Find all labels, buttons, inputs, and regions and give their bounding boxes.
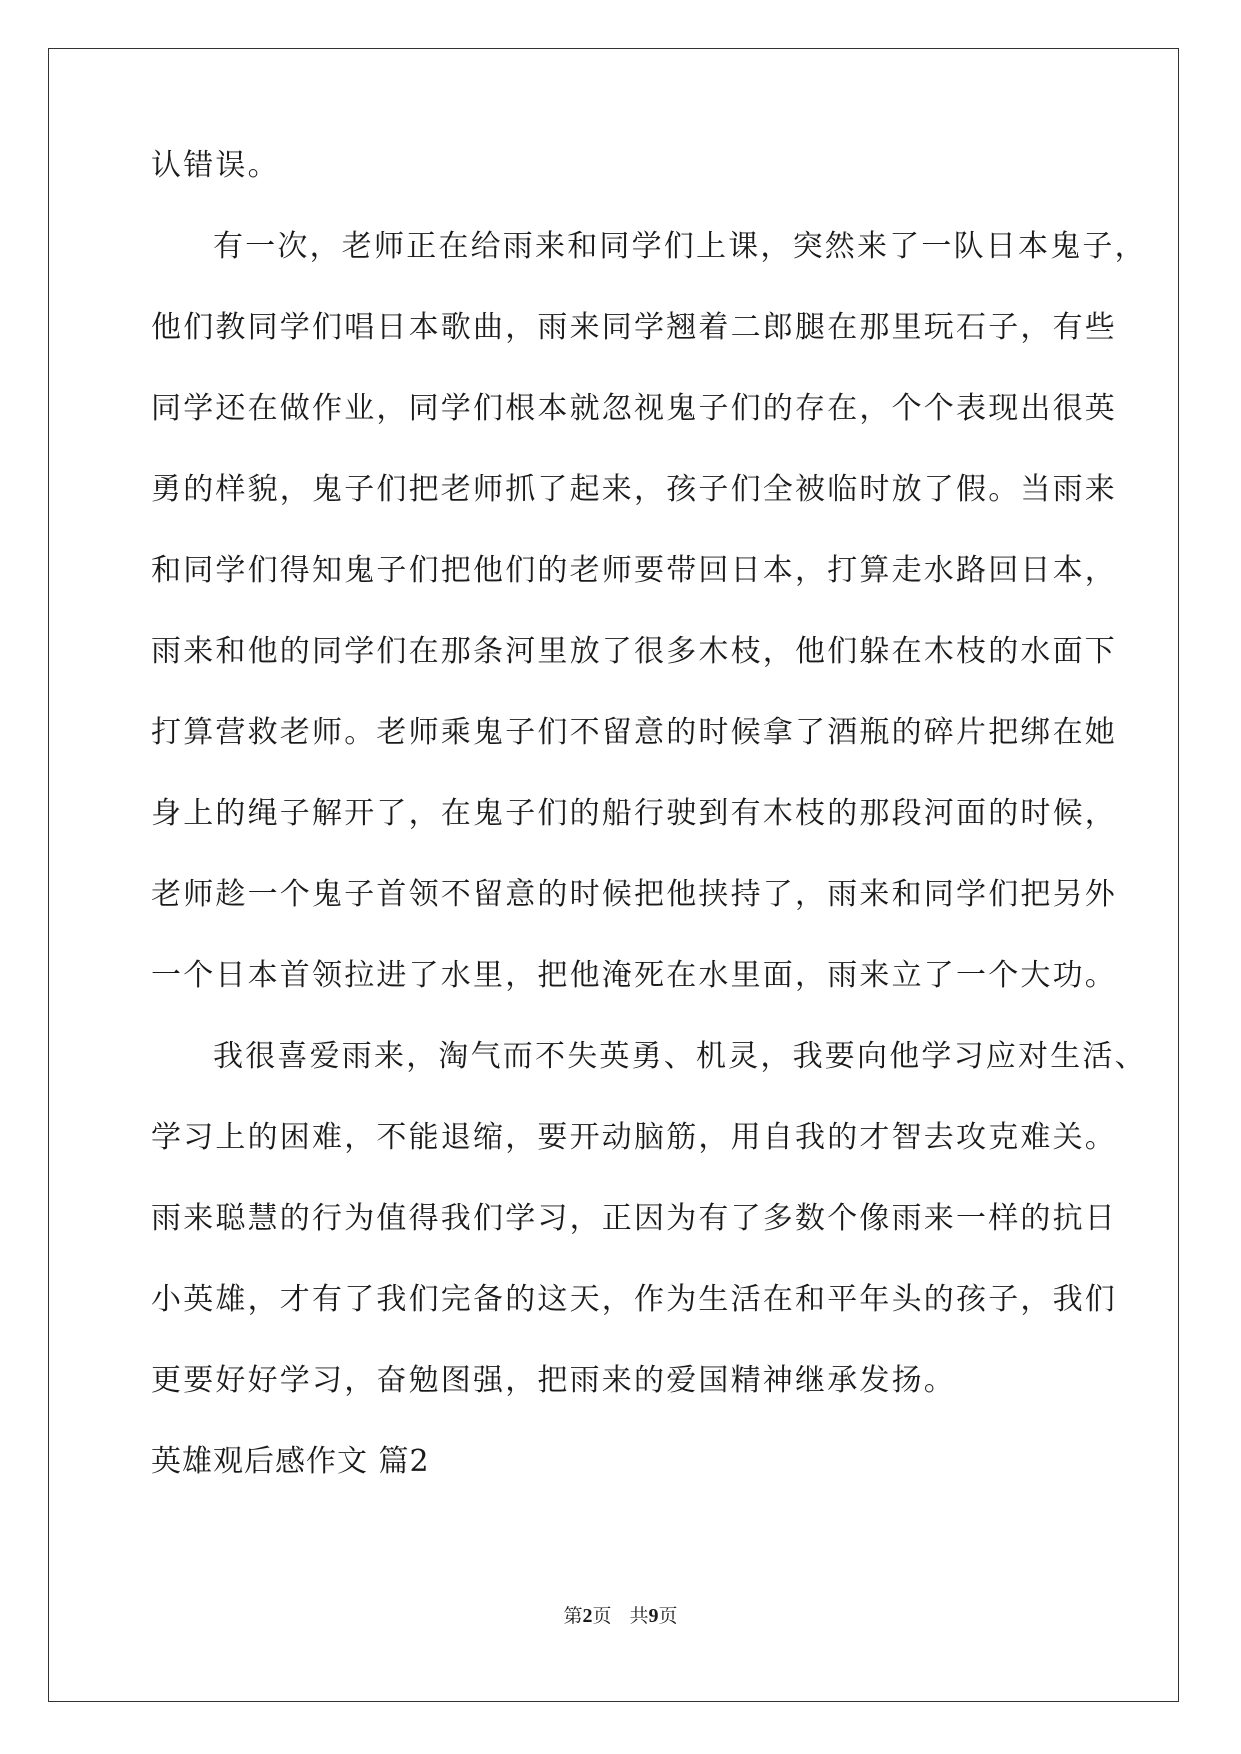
page-number-current: 2 [582,1605,593,1627]
page-total-suffix: 页 [658,1605,678,1627]
text-line: 小英雄，才有了我们完备的这天，作为生活在和平年头的孩子，我们 [151,1282,1117,1317]
text-line: 老师趁一个鬼子首领不留意的时候把他挟持了，雨来和同学们把另外 [151,877,1117,912]
text-line: 更要好好学习，奋勉图强，把雨来的爱国精神继承发扬。 [151,1363,956,1398]
text-line: 雨来聪慧的行为值得我们学习，正因为有了多数个像雨来一样的抗日 [151,1201,1117,1236]
paragraph-start-line: 我很喜爱雨来，淘气而不失英勇、机灵，我要向他学习应对生活、 [213,1039,1147,1074]
document-body [151,145,1147,1522]
text-line: 身上的绳子解开了，在鬼子们的船行驶到有木枝的那段河面的时候， [151,796,1117,831]
text-line: 他们教同学们唱日本歌曲，雨来同学翘着二郎腿在那里玩石子，有些 [151,310,1117,345]
text-line: 雨来和他的同学们在那条河里放了很多木枝，他们躲在木枝的水面下 [151,634,1117,669]
text-line: 打算营救老师。老师乘鬼子们不留意的时候拿了酒瓶的碎片把绑在她 [151,715,1117,750]
page-number-total: 9 [648,1605,659,1627]
page-total-prefix: 共 [629,1605,649,1627]
page-number-prefix: 第 [563,1605,583,1627]
text-line: 勇的样貌，鬼子们把老师抓了起来，孩子们全被临时放了假。当雨来 [151,472,1117,507]
page-number-suffix: 页 [592,1605,612,1627]
paragraph-start-line: 有一次，老师正在给雨来和同学们上课，突然来了一队日本鬼子， [213,229,1147,264]
text-line: 认错误。 [151,148,280,183]
section-heading: 英雄观后感作文 篇2 [151,1444,430,1479]
text-line: 一个日本首领拉进了水里，把他淹死在水里面，雨来立了一个大功。 [151,958,1117,993]
text-line: 和同学们得知鬼子们把他们的老师要带回日本，打算走水路回日本， [151,553,1117,588]
text-line: 同学还在做作业，同学们根本就忽视鬼子们的存在，个个表现出很英 [151,391,1117,426]
page-footer [0,1604,1241,1628]
text-line: 学习上的困难，不能退缩，要开动脑筋，用自我的才智去攻克难关。 [151,1120,1117,1155]
